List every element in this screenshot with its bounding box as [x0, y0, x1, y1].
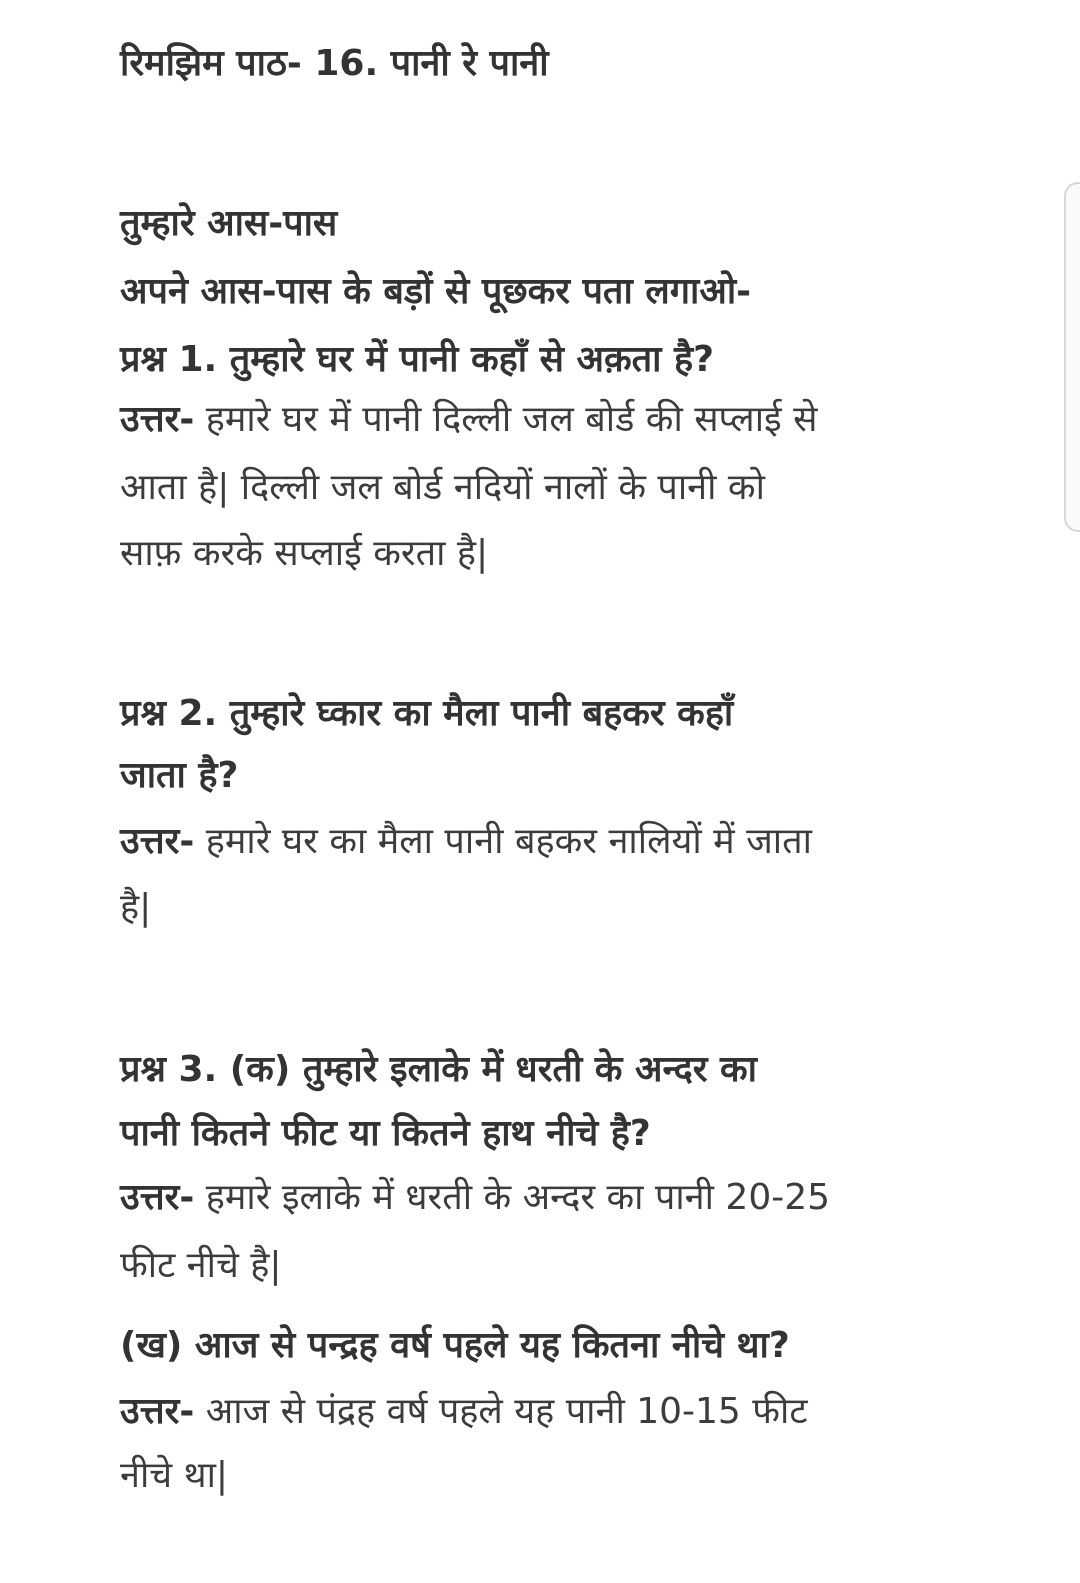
- answer-label: उत्तर-: [120, 1177, 195, 1218]
- edge-scroll-handle[interactable]: [1064, 182, 1080, 532]
- sub-question-3b: (ख) आज से पन्द्रह वर्ष पहले यह कितना नीचे था?: [120, 1325, 790, 1366]
- question-2-line-2: जाता है?: [120, 755, 239, 796]
- answer-2-text: हमारे घर का मैला पानी बहकर नालियों में जाता: [205, 821, 812, 862]
- section-heading: तुम्हारे आस-पास: [120, 203, 338, 244]
- question-2-line-1: प्रश्न 2. तुम्हारे घ्कार का मैला पानी बहकर कहाँ: [120, 693, 734, 734]
- answer-3-text: हमारे इलाके में धरती के अन्दर का पानी 20-25: [205, 1177, 831, 1218]
- answer-3-line-1: [120, 1164, 830, 1232]
- sub-answer-3b-line-2: नीचे था|: [120, 1455, 229, 1496]
- answer-1-line-3: साफ़ करके सप्लाई करता है|: [120, 533, 489, 574]
- answer-2-line-2: है|: [120, 887, 152, 928]
- question-1: प्रश्न 1. तुम्हारे घर में पानी कहाँ से अक़ता है?: [120, 339, 715, 380]
- sub-answer-3b-line-1: [120, 1378, 808, 1446]
- answer-label: उत्तर-: [120, 821, 195, 862]
- answer-3-line-2: फीट नीचे है|: [120, 1245, 282, 1286]
- answer-1-text: हमारे घर में पानी दिल्ली जल बोर्ड की सप्लाई से: [205, 399, 818, 440]
- answer-2-line-1: [120, 808, 812, 876]
- section-instruction: अपने आस-पास के बड़ों से पूछकर पता लगाओ-: [120, 271, 752, 312]
- question-3-line-1: प्रश्न 3. (क) तुम्हारे इलाके में धरती के अन्दर का: [120, 1049, 757, 1090]
- page-title: रिमझिम पाठ- 16. पानी रे पानी: [120, 43, 549, 84]
- answer-label: उत्तर-: [120, 1391, 195, 1432]
- answer-1-line-2: आता है| दिल्ली जल बोर्ड नदियों नालों के पानी को: [120, 467, 765, 508]
- answer-1-line-1: [120, 386, 817, 454]
- sub-answer-3b-text: आज से पंद्रह वर्ष पहले यह पानी 10-15 फीट: [205, 1391, 808, 1432]
- question-3-line-2: पानी कितने फीट या कितने हाथ नीचे है?: [120, 1113, 651, 1154]
- answer-label: उत्तर-: [120, 399, 195, 440]
